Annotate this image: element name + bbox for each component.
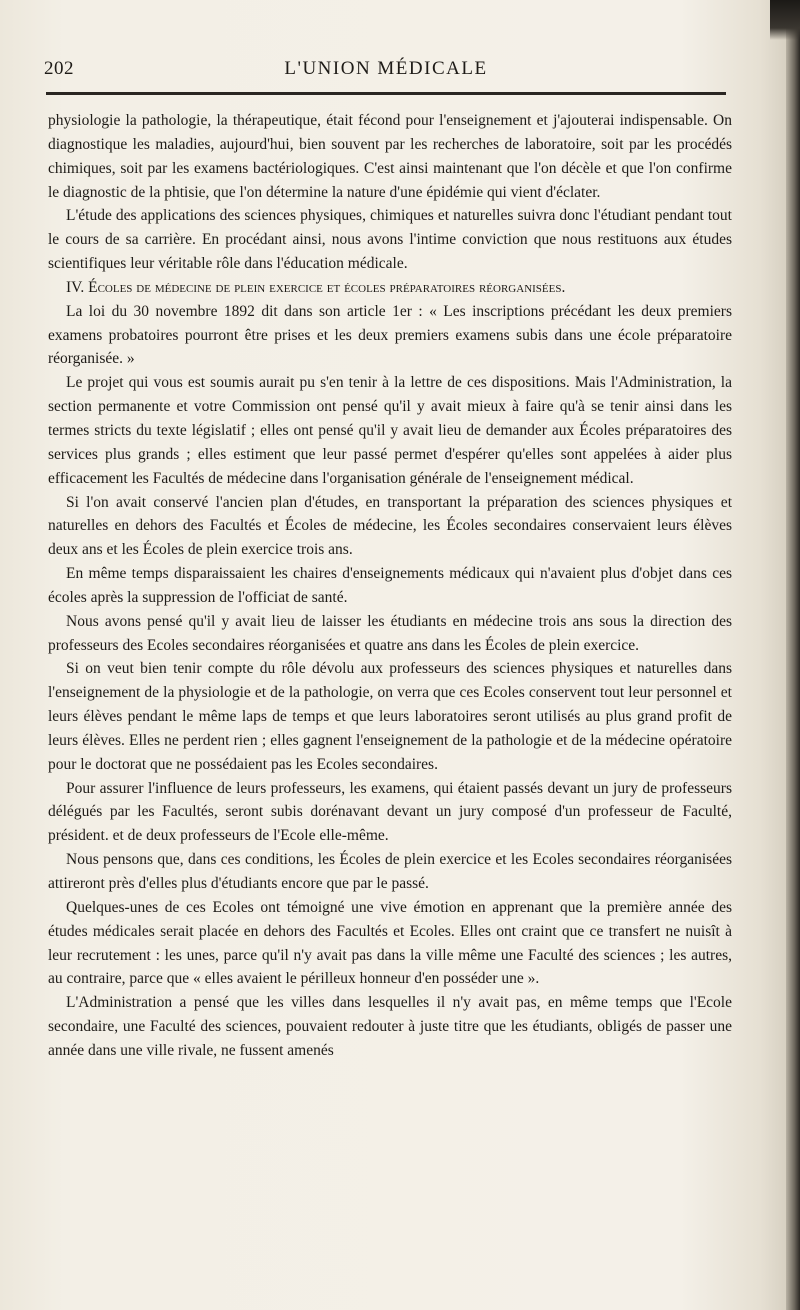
paragraph: physiologie la pathologie, la thérapeutique, était fécond pour l'enseignement et j'ajouterai indispensable. On diagnostique les maladies, aujourd'hui, bien souvent par les recherches de laboratoire, soit par les procédés chimiques, soit par les examens bactériologiques. C'est ainsi maintenant que l'on décèle et que l'on confirme le diagnostic de la phtisie, que l'on détermine la nature d'une épidémie qui vient d'éclater. <box>48 112 732 201</box>
paragraph: L'étude des applications des sciences physiques, chimiques et naturelles suivra donc l'étudiant pendant tout le cours de sa carrière. En procédant ainsi, nous avons l'intime conviction que nous restituons aux études scientifiques leur véritable rôle dans l'éducation médicale. <box>48 207 732 273</box>
paragraph: Pour assurer l'influence de leurs professeurs, les examens, qui étaient passés devant un jury de professeurs délégués par les Facultés, seront subis dorénavant devant un jury composé d'un professeur de Faculté, président. et de deux professeurs de l'Ecole elle-même. <box>48 779 732 845</box>
paragraph: Si l'on avait conservé l'ancien plan d'études, en transportant la préparation des sciences physiques et naturelles en dehors des Facultés et Écoles de médecine, les Écoles secondaires conservaient leurs élèves deux ans et les Écoles de plein exercice trois ans. <box>48 493 732 559</box>
article-body <box>48 109 732 1063</box>
paragraph: Nous avons pensé qu'il y avait lieu de laisser les étudiants en médecine trois ans sous la direction des professeurs des Ecoles secondaires réorganisées et quatre ans dans les Écoles de plein exercice. <box>48 612 732 654</box>
paragraph: Le projet qui vous est soumis aurait pu s'en tenir à la lettre de ces dispositions. Mais l'Administration, la section permanente et votre Commission ont pensé qu'il y avait mieux à faire qu'à se tenir ainsi dans les termes stricts du texte législatif ; elles ont pensé qu'il y avait lieu de demander aux Écoles préparatoires des services plus grands ; elles estiment que leur passé permet d'espérer qu'elles sont appelées à aider plus efficacement les Facultés de médecine dans l'organisation générale de l'enseignement médical. <box>48 374 732 487</box>
paragraph: Si on veut bien tenir compte du rôle dévolu aux professeurs des sciences physiques et naturelles dans l'enseignement de la physiologie et de la pathologie, on verra que ces Ecoles conservent tout leur personnel et leurs élèves pendant le même laps de temps et que leurs laboratoires seront utilisés au plus grand profit de leurs élèves. Elles ne perdent rien ; elles gagnent l'enseignement de la pathologie et de la médecine opératoire pour le doctorat que ne possédaient pas les Ecoles secondaires. <box>48 660 732 773</box>
page-corner-shadow <box>770 0 800 40</box>
paragraph: En même temps disparaissaient les chaires d'enseignements médicaux qui n'avaient plus d'objet dans ces écoles après la suppression de l'officiat de santé. <box>48 565 732 606</box>
page-number: 202 <box>44 58 74 79</box>
header-rule <box>46 92 726 95</box>
section-heading <box>48 276 732 300</box>
paragraph: La loi du 30 novembre 1892 dit dans son article 1er : « Les inscriptions précédant les deux premiers examens probatoires pourront être prises et les deux premiers examens subis dans une école préparatoire réorganisée. » <box>48 302 732 368</box>
paragraph: L'Administration a pensé que les villes dans lesquelles il n'y avait pas, en même temps que l'Ecole secondaire, une Faculté des sciences, pouvaient redouter à juste titre que les étudiants, obligés de passer une année dans une ville rivale, ne fussent amenés <box>48 994 732 1059</box>
page-edge-shadow <box>786 0 800 1310</box>
running-title: L'UNION MÉDICALE <box>284 58 488 79</box>
section-number: IV. <box>66 278 85 296</box>
page-header <box>44 58 728 88</box>
paragraph: Quelques-unes de ces Ecoles ont témoigné une vive émotion en apprenant que la première année des études médicales serait placée en dehors des Facultés et Ecoles. Elles ont craint que ce transfert ne nuisît à leur recrutement : les unes, parce qu'il n'y avait pas dans la ville même une Faculté des sciences ; les autres, au contraire, parce que « elles avaient le périlleux honneur d'en posséder une ». <box>48 898 732 988</box>
paragraph: Nous pensons que, dans ces conditions, les Écoles de plein exercice et les Ecoles secondaires réorganisées attireront près d'elles plus d'étudiants encore que par le passé. <box>48 851 732 892</box>
section-title: Écoles de médecine de plein exercice et écoles préparatoires réorganisées. <box>88 278 566 296</box>
